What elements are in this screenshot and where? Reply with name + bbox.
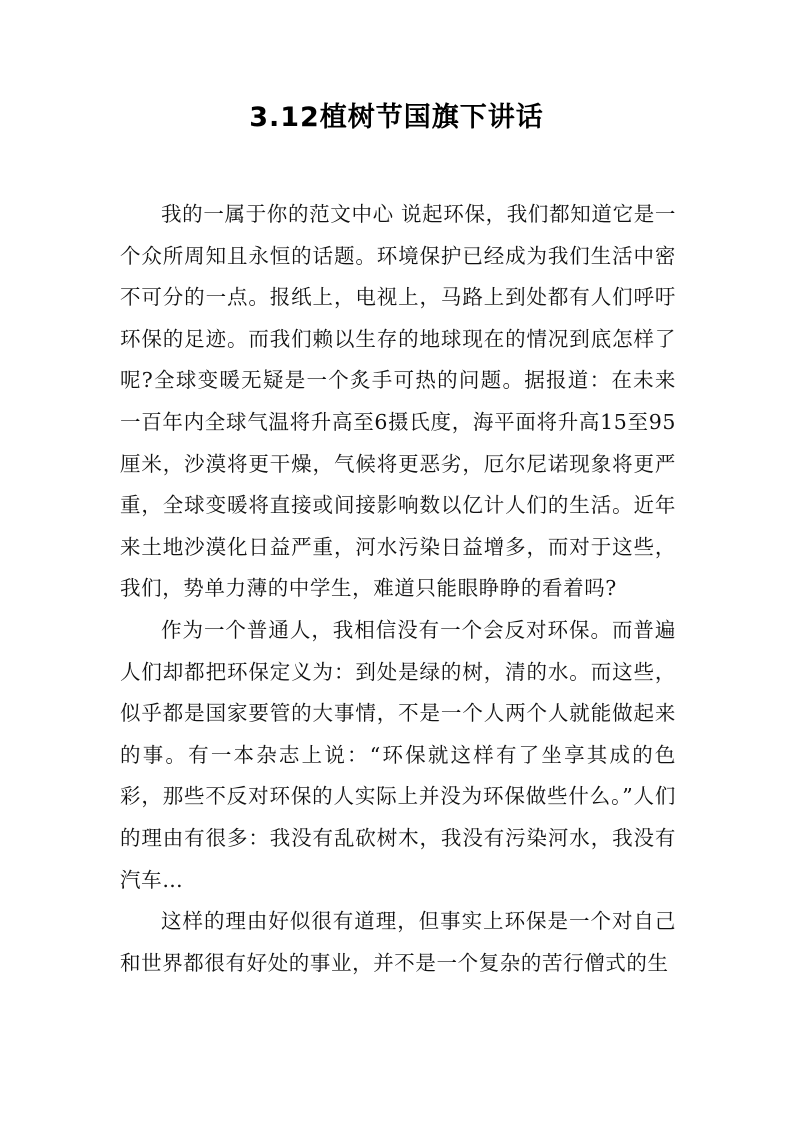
document-body xyxy=(120,194,676,984)
paragraph-1: 我的一属于你的范文中心 说起环保，我们都知道它是一个众所周知且永恒的话题。环境保护已经成为我们生活中密不可分的一点。报纸上，电视上，马路上到处都有人们呼吁环保的足迹。而我们赖以生存的地球现在的情况到底怎样了呢?全球变暖无疑是一个炙手可热的问题。据报道：在未来一百年内全球气温将升高至6摄氏度，海平面将升高15至95厘米，沙漠将更干燥，气候将更恶劣，厄尔尼诺现象将更严重，全球变暖将直接或间接影响数以亿计人们的生活。近年来土地沙漠化日益严重，河水污染日益增多，而对于这些，我们，势单力薄的中学生，难道只能眼睁睁的看着吗? xyxy=(120,202,676,601)
paragraph-2: 作为一个普通人，我相信没有一个会反对环保。而普遍人们却都把环保定义为：到处是绿的树，清的水。而这些，似乎都是国家要管的大事情，不是一个人两个人就能做起来的事。有一本杂志上说：“环保就这样有了坐享其成的色彩，那些不反对环保的人实际上并没为环保做些什么。”人们的理由有很多：我没有乱砍树木，我没有污染河水，我没有汽车… xyxy=(120,617,676,892)
document-title: 3.12植树节国旗下讲话 xyxy=(249,102,544,133)
paragraph-3: 这样的理由好似很有道理，但事实上环保是一个对自己和世界都很有好处的事业，并不是一个复杂的苦行僧式的生 xyxy=(120,909,676,975)
